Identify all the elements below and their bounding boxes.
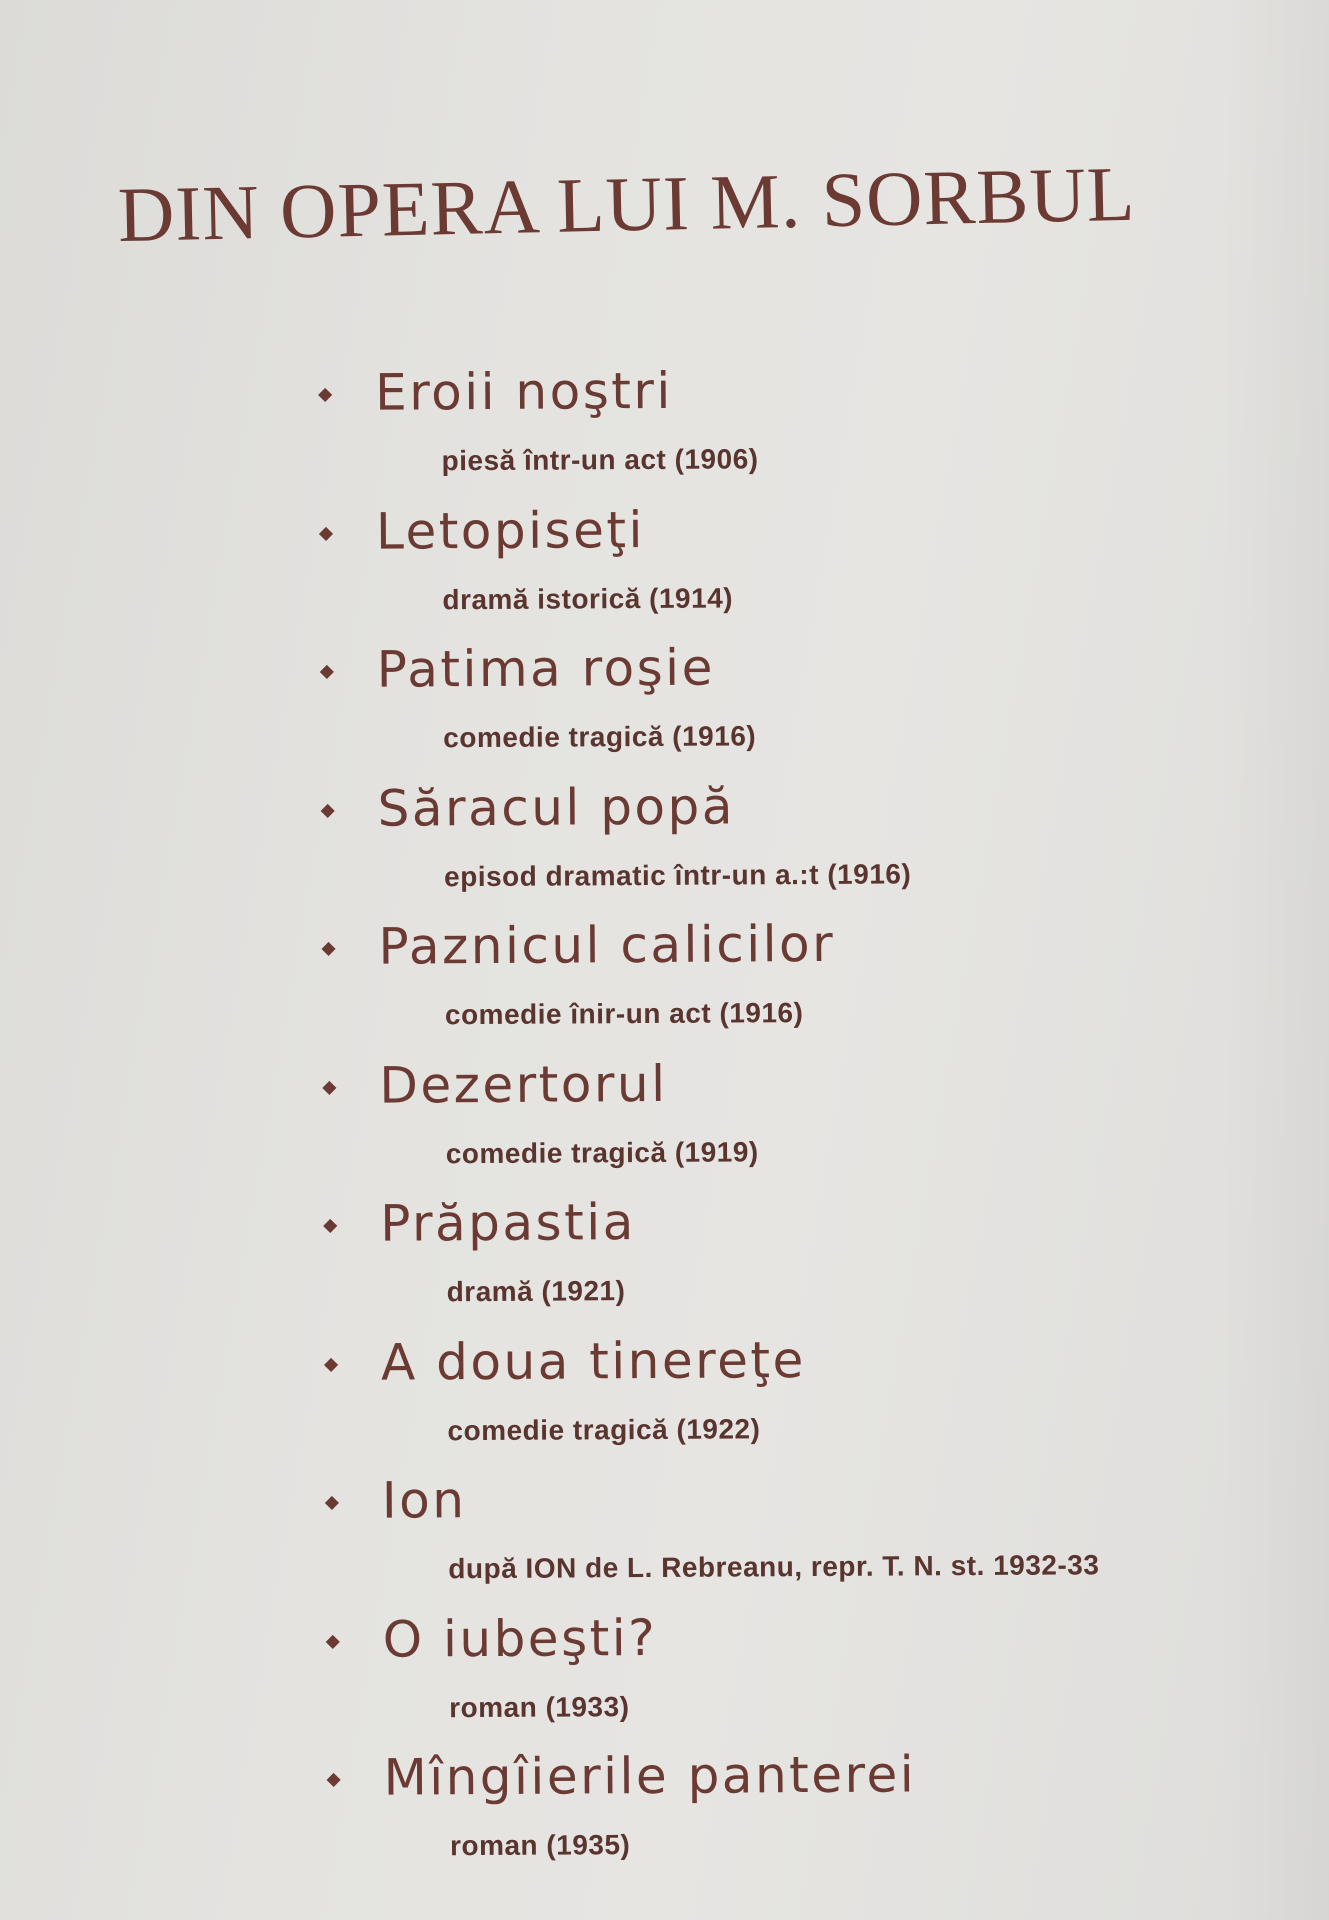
work-description: comedie tragică (1916) — [443, 720, 757, 754]
work-description: dramă (1921) — [446, 1275, 626, 1308]
bullet-icon — [324, 1357, 338, 1371]
work-item — [323, 776, 1284, 924]
work-title: Eroii noştri — [374, 361, 674, 422]
work-description: comedie tragică (1922) — [447, 1412, 761, 1446]
bullet-icon — [319, 526, 333, 540]
bullet-icon — [327, 1773, 341, 1787]
work-item — [322, 638, 1283, 785]
work-title: Prăpastia — [380, 1193, 636, 1253]
work-description: după ION de L. Rebreanu, repr. T. N. st. 1932-33 — [448, 1549, 1100, 1585]
page-title: DIN OPERA LUI M. SORBUL — [117, 149, 1137, 258]
bullet-icon — [325, 1496, 339, 1510]
work-item — [323, 914, 1284, 1062]
work-description: comedie tragică (1919) — [445, 1135, 759, 1169]
work-title: Letopiseţi — [375, 500, 646, 561]
work-item — [321, 500, 1282, 647]
bullet-icon — [320, 665, 334, 679]
work-item — [328, 1745, 1289, 1893]
bullet-icon — [321, 803, 335, 817]
work-title: O iubeşti? — [382, 1608, 658, 1669]
work-title: Patima roşie — [376, 638, 716, 699]
work-title: Săracul popă — [377, 776, 736, 838]
bullet-icon — [323, 1219, 337, 1233]
work-description: dramă istorică (1914) — [442, 581, 734, 615]
work-title: Dezertorul — [379, 1054, 668, 1115]
work-description: roman (1935) — [449, 1829, 631, 1862]
work-item — [325, 1195, 1286, 1339]
work-item — [320, 361, 1281, 508]
bullet-icon — [322, 1080, 336, 1094]
work-description: episod dramatic într-un a.:t (1916) — [444, 857, 912, 892]
bullet-icon — [318, 388, 332, 402]
work-item — [326, 1330, 1287, 1478]
work-title: A doua tinereţe — [380, 1330, 806, 1392]
work-title: Ion — [381, 1471, 467, 1530]
work-title: Mîngîierile panterei — [383, 1745, 917, 1807]
bullet-icon — [326, 1634, 340, 1648]
work-item — [328, 1608, 1289, 1755]
work-description: roman (1933) — [449, 1690, 630, 1723]
work-item — [327, 1472, 1288, 1616]
bullet-icon — [321, 942, 335, 956]
work-item — [324, 1054, 1285, 1201]
work-title: Paznicul calicilor — [378, 914, 836, 976]
work-description: comedie înir-un act (1916) — [444, 997, 804, 1031]
work-description: piesă într-un act (1906) — [441, 443, 759, 477]
works-list — [320, 361, 1289, 1893]
